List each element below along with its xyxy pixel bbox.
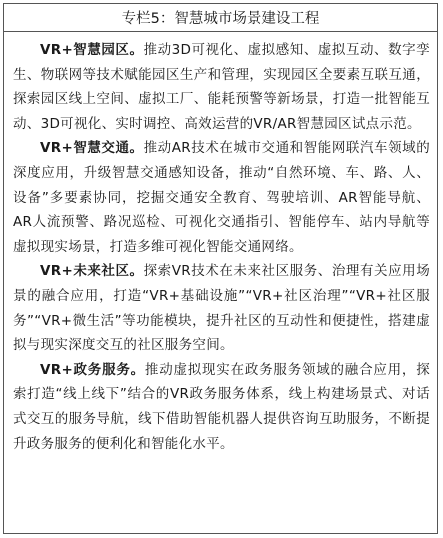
section-smart-transport <box>13 136 430 259</box>
section-heading: VR+智慧交通。 <box>40 140 144 157</box>
feature-box <box>3 3 438 534</box>
section-body: 推动AR技术在城市交通和智能网联汽车领域的深度应用，升级智慧交通感知设备，推动“自然环境、车、路、人、设备”多要素协同，挖掘交通安全教育、驾驶培训、AR智能导航、AR人流预警、路况巡检、可视化交通指引、智能停车、站内导航等虚拟现实场景，打造多维可视化智能交通网络。 <box>13 140 430 255</box>
section-heading: VR+政务服务。 <box>40 361 145 378</box>
box-title: 专栏5：智慧城市场景建设工程 <box>4 4 437 32</box>
section-future-community <box>13 259 430 357</box>
section-body: 推动虚拟现实在政务服务领域的融合应用，探索打造“线上线下”结合的VR政务服务体系，线上构建场景式、对话式交互的服务导航，线下借助智能机器人提供咨询互助服务，不断提升政务服务的便利化和智能化水平。 <box>13 361 430 452</box>
section-heading: VR+智慧园区。 <box>40 42 144 58</box>
section-heading: VR+未来社区。 <box>40 263 144 280</box>
section-government-service <box>13 358 430 456</box>
box-content <box>4 32 437 456</box>
section-body: 探索VR技术在未来社区服务、治理有关应用场景的融合应用，打造“VR+基础设施”“VR+社区治理”“VR+社区服务”“VR+微生活”等功能模块，提升社区的互动性和便捷性，搭建虚拟与现实深度交互的社区服务空间。 <box>13 263 430 354</box>
section-smart-park <box>13 38 430 136</box>
section-body: 推动3D可视化、虚拟感知、虚拟互动、数字孪生、物联网等技术赋能园区生产和管理，实现园区全要素互联互通，探索园区线上空间、虚拟工厂、能耗预警等新场景，打造一批智能互动、3D可视化、实时调控、高效运营的VR/AR智慧园区试点示范。 <box>13 42 430 132</box>
